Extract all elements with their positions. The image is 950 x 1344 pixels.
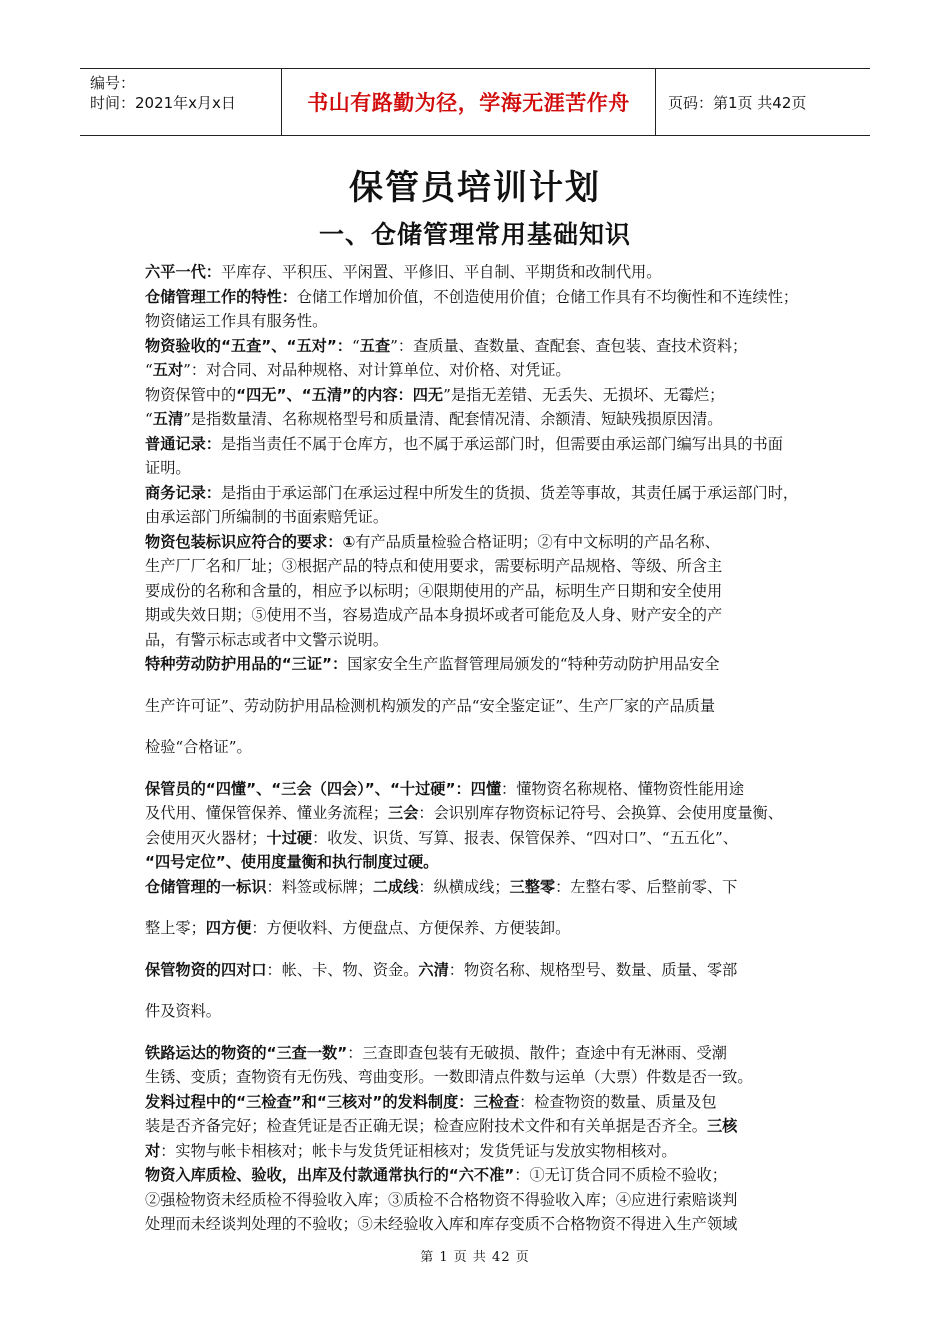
text-line bbox=[145, 875, 813, 900]
bold-term: 五清 bbox=[152, 410, 184, 428]
text-run: ：①无订货合同不质检不验收； bbox=[514, 1166, 727, 1184]
text-run: ”是指无差错、无丢失、无损坏、无霉烂； bbox=[443, 385, 725, 404]
text-line bbox=[145, 1163, 813, 1188]
text-run: 是指由于承运部门在承运过程中所发生的货损、货差等事故，其责任属于承运部门时， bbox=[220, 483, 799, 502]
text-run: 件及资料。 bbox=[145, 1002, 221, 1020]
text-line bbox=[145, 554, 813, 579]
text-run: 有产品质量检验合格证明；②有中文标明的产品名称、 bbox=[355, 532, 720, 551]
text-line bbox=[145, 1114, 813, 1139]
text-line bbox=[145, 999, 813, 1024]
text-run: ：方便收料、方便盘点、方便保养、方便装卸。 bbox=[251, 919, 571, 937]
bold-term: 三整零 bbox=[509, 877, 556, 896]
text-line bbox=[145, 777, 813, 802]
text-run: 物资储运工作具有服务性。 bbox=[145, 312, 328, 330]
text-run: ：物资名称、规格型号、数量、质量、零部 bbox=[448, 960, 738, 979]
bold-term: 六清 bbox=[418, 960, 449, 979]
text-run: 由承运部门所编制的书面索赔凭证。 bbox=[145, 508, 388, 526]
text-run: ：懂物资名称规格、懂物资性能用途 bbox=[501, 779, 745, 798]
header-table bbox=[80, 68, 870, 136]
text-line bbox=[145, 628, 813, 653]
text-run: 要成份的名称和含量的，相应予以标明；④限期使用的产品，标明生产日期和安全使用 bbox=[145, 581, 723, 600]
text-run: 检验“合格证”。 bbox=[145, 738, 252, 756]
bold-term: 发料过程中的“三检查”和“三核对”的发料制度：三检查 bbox=[145, 1092, 520, 1111]
bold-term: 仓储管理的一标识 bbox=[145, 877, 267, 896]
header-motto: 书山有路勤为径，学海无涯苦作舟 bbox=[282, 69, 656, 135]
text-run: 整上零； bbox=[145, 919, 206, 937]
text-run: ：检查物资的数量、质量及包 bbox=[519, 1092, 717, 1111]
bold-term: 二成线 bbox=[372, 877, 419, 896]
bold-term: 保管员的“四懂”、“三会（四会）”、“十过硬”：四懂 bbox=[145, 779, 502, 798]
doc-time-label: 时间：2021年x月x日 bbox=[90, 94, 236, 112]
text-line bbox=[145, 735, 813, 760]
text-run: 是指当责任不属于仓库方，也不属于承运部门时，但需要由承运部门编写出具的书面 bbox=[220, 434, 783, 453]
bold-term: 三会 bbox=[388, 804, 419, 822]
text-line bbox=[145, 1090, 813, 1115]
text-line bbox=[145, 579, 813, 604]
text-run: 物资保管中的 bbox=[145, 385, 237, 404]
text-line bbox=[145, 407, 813, 432]
bold-term: 铁路运达的物资的“三查一数” bbox=[145, 1043, 348, 1062]
text-run: 生产许可证”、劳动防护用品检测机构颁发的产品“安全鉴定证”、生产厂家的产品质量 bbox=[145, 696, 716, 715]
text-run: 国家安全生产监督管理局颁发的“特种劳动防护用品安全 bbox=[347, 655, 720, 673]
document-body bbox=[145, 260, 813, 1237]
text-run: 及代用、懂保管保养、懂业务流程； bbox=[145, 804, 388, 822]
bold-term: 保管物资的四对口 bbox=[145, 960, 267, 979]
text-line bbox=[145, 456, 813, 481]
header-meta bbox=[80, 69, 282, 135]
bold-term: 普通记录： bbox=[145, 434, 221, 453]
text-run: ②强检物资未经质检不得验收入库；③质检不合格物资不得验收入库；④应进行索赔谈判 bbox=[145, 1190, 738, 1209]
text-run: 装是否齐备完好；检查凭证是否正确无误；检查应附技术文件和有关单据是否齐全。 bbox=[145, 1117, 707, 1135]
text-line bbox=[145, 826, 813, 851]
text-line bbox=[145, 309, 813, 334]
bold-term: 五对 bbox=[152, 361, 184, 379]
text-run: ：料签或标牌； bbox=[266, 877, 373, 896]
text-run: 生产厂厂名和厂址；③根据产品的特点和使用要求，需要标明产品规格、等级、所含主 bbox=[145, 557, 723, 575]
text-line bbox=[145, 481, 813, 506]
text-line bbox=[145, 850, 813, 875]
text-line bbox=[145, 1065, 813, 1090]
text-line bbox=[145, 916, 813, 941]
document-title: 保管员培训计划 bbox=[349, 168, 601, 208]
text-run: ”：对合同、对品种规格、对计算单位、对价格、对凭证。 bbox=[183, 361, 571, 379]
bold-term: 商务记录： bbox=[145, 483, 221, 502]
text-line bbox=[145, 383, 813, 408]
text-run: ：三查即查包装有无破损、散件；查途中有无淋雨、受潮 bbox=[347, 1043, 727, 1062]
text-line bbox=[145, 530, 813, 555]
text-line bbox=[145, 958, 813, 983]
text-line bbox=[145, 432, 813, 457]
bold-term: 对 bbox=[145, 1141, 161, 1160]
text-run: “ bbox=[352, 336, 360, 355]
bold-term: 三核 bbox=[706, 1117, 738, 1135]
text-run: 平库存、平积压、平闲置、平修旧、平自制、平期货和改制代用。 bbox=[220, 263, 662, 281]
text-line bbox=[145, 260, 813, 285]
text-run: “ bbox=[145, 410, 153, 428]
text-line bbox=[145, 1212, 813, 1237]
text-run: ：纵横成线； bbox=[418, 877, 510, 896]
text-run: ：左整右零、后整前零、下 bbox=[555, 877, 738, 896]
text-line bbox=[145, 801, 813, 826]
header-page-info: 页码：第1页 共42页 bbox=[668, 93, 807, 112]
text-run: ：帐、卡、物、资金。 bbox=[266, 960, 419, 979]
text-line bbox=[145, 358, 813, 383]
text-run: 处理而未经谈判处理的不验收；⑤未经验收入库和库存变质不合格物资不得进入生产领域 bbox=[145, 1215, 738, 1233]
text-run: ：收发、识货、写算、报表、保管保养、“四对口”、“五五化”、 bbox=[312, 828, 738, 847]
text-line bbox=[145, 334, 813, 359]
text-run: “ bbox=[145, 361, 153, 379]
bold-term: 特种劳动防护用品的“三证”： bbox=[145, 655, 348, 673]
bold-term: 六平一代： bbox=[145, 263, 221, 281]
text-run: ”：查质量、查数量、查配套、查包装、查技术资料； bbox=[390, 336, 748, 355]
text-run: 证明。 bbox=[145, 459, 191, 477]
page-footer: 第 1 页 共 42 页 bbox=[420, 1250, 530, 1265]
text-run: ：实物与帐卡相核对；帐卡与发货凭证相核对；发货凭证与发放实物相核对。 bbox=[160, 1141, 677, 1160]
bold-term: 仓储管理工作的特性： bbox=[145, 287, 297, 306]
text-line bbox=[145, 285, 813, 310]
text-line bbox=[145, 603, 813, 628]
text-run: 品，有警示标志或者中文警示说明。 bbox=[145, 630, 388, 649]
text-line bbox=[145, 694, 813, 719]
bold-term: “四无”、“五清”的内容：四无 bbox=[236, 385, 444, 404]
text-line bbox=[145, 652, 813, 677]
bold-term: 物资包装标识应符合的要求：① bbox=[145, 532, 356, 551]
section-title: 一、仓储管理常用基础知识 bbox=[318, 220, 631, 249]
bold-term: 四方便 bbox=[205, 919, 252, 937]
text-line bbox=[145, 1139, 813, 1164]
doc-number-label: 编号： bbox=[90, 74, 136, 92]
bold-term: 十过硬 bbox=[266, 828, 313, 847]
bold-term: 物资入库质检、验收，出库及付款通常执行的“六不准” bbox=[145, 1166, 515, 1184]
bold-term: “四号定位”、使用度量衡和执行制度过硬。 bbox=[145, 853, 439, 871]
bold-term: 五查 bbox=[359, 336, 391, 355]
text-run: ：会识别库存物资标记符号、会换算、会使用度量衡、 bbox=[418, 804, 783, 822]
text-run: 仓储工作增加价值，不创造使用价值；仓储工作具有不均衡性和不连续性； bbox=[296, 287, 799, 306]
text-line bbox=[145, 505, 813, 530]
text-run: 会使用灭火器材； bbox=[145, 828, 267, 847]
text-run: 生锈、变质；查物资有无伤残、弯曲变形。一数即清点件数与运单（大票）件数是否一致。 bbox=[145, 1068, 753, 1086]
text-run: ”是指数量清、名称规格型号和质量清、配套情况清、余额清、短缺残损原因清。 bbox=[183, 410, 723, 428]
text-line bbox=[145, 1041, 813, 1066]
text-line bbox=[145, 1188, 813, 1213]
bold-term: 物资验收的“五查”、“五对”： bbox=[145, 336, 352, 355]
text-run: 期或失效日期；⑤使用不当，容易造成产品本身损坏或者可能危及人身、财产安全的产 bbox=[145, 606, 723, 624]
